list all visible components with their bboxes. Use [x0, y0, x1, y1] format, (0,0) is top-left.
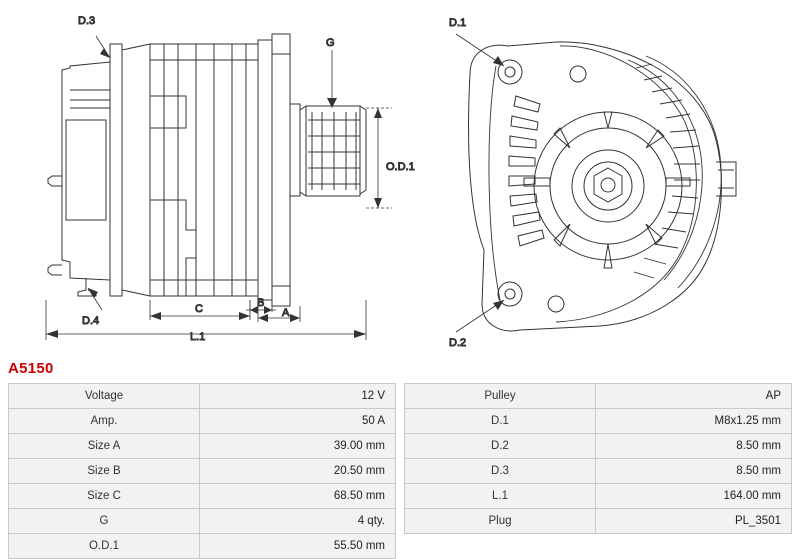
table-row	[405, 434, 792, 459]
spec-table-left	[8, 383, 396, 559]
side-view	[46, 34, 392, 340]
table-row	[9, 484, 396, 509]
spec-label: Pulley	[405, 384, 596, 409]
spec-label: Amp.	[9, 409, 200, 434]
label-d1: D.1	[449, 17, 467, 29]
spec-label: Voltage	[9, 384, 200, 409]
spec-label: D.2	[405, 434, 596, 459]
table-row	[405, 409, 792, 434]
spec-label: Plug	[405, 509, 596, 534]
spec-value: 68.50 mm	[200, 484, 396, 509]
table-row-spacer	[405, 534, 792, 559]
table-row	[405, 384, 792, 409]
label-d3: D.3	[78, 15, 96, 27]
spec-value: 20.50 mm	[200, 459, 396, 484]
spec-label: Size C	[9, 484, 200, 509]
table-row	[9, 459, 396, 484]
table-row	[405, 459, 792, 484]
table-row	[9, 534, 396, 559]
front-view	[456, 34, 736, 332]
label-a: A	[282, 307, 290, 319]
spec-label: D.1	[405, 409, 596, 434]
table-row	[9, 434, 396, 459]
spec-value: 8.50 mm	[596, 459, 792, 484]
table-row	[9, 409, 396, 434]
part-number: A5150	[8, 360, 54, 377]
label-b: B	[257, 297, 265, 309]
label-g: G	[326, 37, 335, 49]
table-row	[405, 484, 792, 509]
label-l1: L.1	[190, 331, 206, 343]
specifications	[8, 383, 792, 559]
label-c: C	[195, 303, 203, 315]
table-row	[9, 384, 396, 409]
spec-value: 50 A	[200, 409, 396, 434]
spec-label: D.3	[405, 459, 596, 484]
spacer-cell	[405, 534, 596, 559]
spec-value: PL_3501	[596, 509, 792, 534]
spec-value: 12 V	[200, 384, 396, 409]
spec-value: 4 qty.	[200, 509, 396, 534]
label-d4: D.4	[82, 315, 100, 327]
spec-label: Size B	[9, 459, 200, 484]
label-d2: D.2	[449, 337, 467, 349]
spec-value: 39.00 mm	[200, 434, 396, 459]
spec-value: 8.50 mm	[596, 434, 792, 459]
spec-value: 164.00 mm	[596, 484, 792, 509]
spec-value: M8x1.25 mm	[596, 409, 792, 434]
table-row	[9, 509, 396, 534]
label-od1: O.D.1	[386, 161, 415, 173]
spec-value: 55.50 mm	[200, 534, 396, 559]
spec-label: L.1	[405, 484, 596, 509]
spec-value: AP	[596, 384, 792, 409]
table-row	[405, 509, 792, 534]
spacer-cell	[596, 534, 792, 559]
spec-label: G	[9, 509, 200, 534]
spec-label: Size A	[9, 434, 200, 459]
spec-table-right	[404, 383, 792, 559]
spec-label: O.D.1	[9, 534, 200, 559]
